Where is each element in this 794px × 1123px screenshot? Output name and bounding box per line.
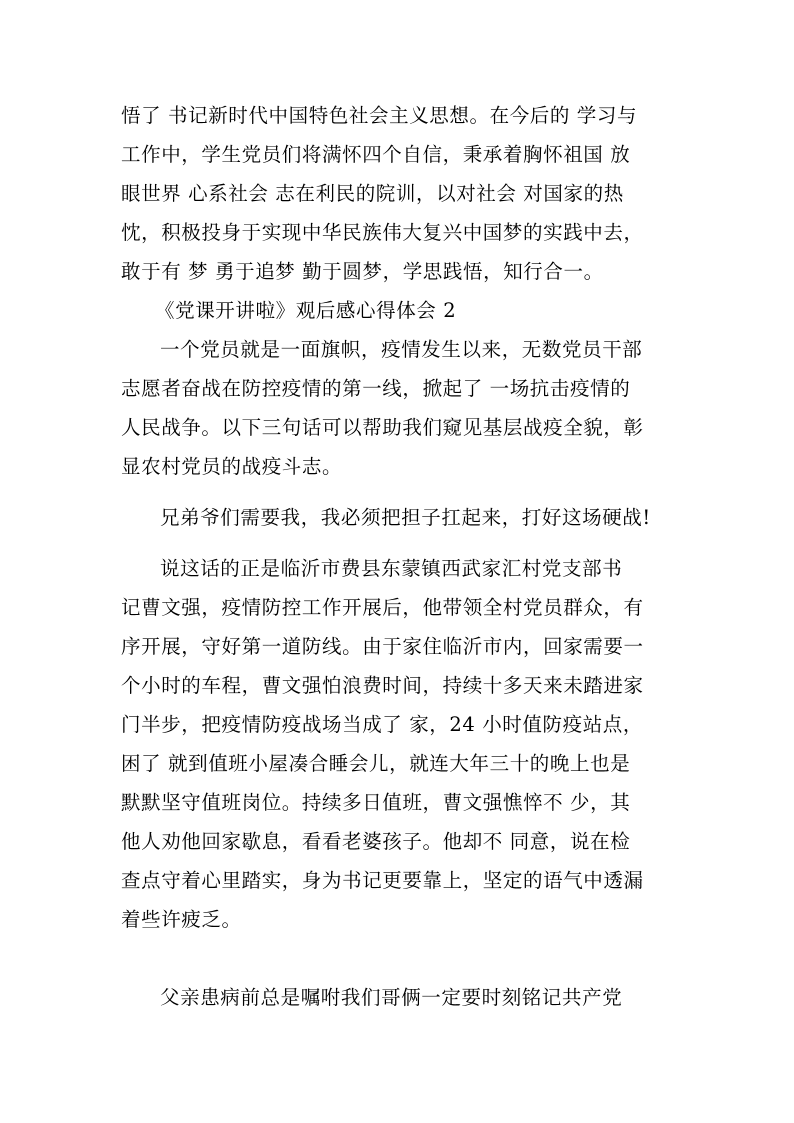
text-line: 他人劝他回家歇息，看看老婆孩子。他却不 同意，说在检 <box>121 830 631 853</box>
text-line: 忱，积极投身于实现中华民族伟大复兴中国梦的实践中去， <box>121 221 644 244</box>
text-line: 门半步，把疫情防疫战场当成了 家，24 小时值防疫站点， <box>121 713 644 736</box>
text-line: 查点守着心里踏实，身为书记更要靠上，坚定的语气中透漏 <box>121 869 644 892</box>
text-line: 工作中，学生党员们将满怀四个自信，秉承着胸怀祖国 放 <box>121 143 631 166</box>
text-line: 敢于有 梦 勇于追梦 勤于圆梦，学思践悟，知行合一。 <box>121 260 604 283</box>
text-line: 眼世界 心系社会 志在利民的院训，以对社会 对国家的热 <box>121 182 624 205</box>
text-line: 一个党员就是一面旗帜，疫情发生以来，无数党员干部 <box>160 338 643 361</box>
text-line: 悟了 书记新时代中国特色社会主义思想。在今后的 学习与 <box>121 104 638 127</box>
text-line: 显农村党员的战疫斗志。 <box>121 455 343 478</box>
text-line: 记曹文强，疫情防控工作开展后，他带领全村党员群众，有 <box>121 596 644 619</box>
text-line: 困了 就到值班小屋凑合睡会儿，就连大年三十的晚上也是 <box>121 752 631 775</box>
section-heading: 《党课开讲啦》观后感心得体会 2 <box>155 299 457 322</box>
quote-line: 兄弟爷们需要我，我必须把担子扛起来，打好这场硬战! <box>160 506 651 529</box>
text-line: 志愿者奋战在防控疫情的第一线，掀起了 一场抗击疫情的 <box>121 377 631 400</box>
text-line: 默默坚守值班岗位。持续多日值班，曹文强憔悴不 少，其 <box>121 791 631 814</box>
text-line: 说这话的正是临沂市费县东蒙镇西武家汇村党支部书 <box>160 557 623 580</box>
text-line: 父亲患病前总是嘱咐我们哥俩一定要时刻铭记共产党 <box>160 986 623 1009</box>
text-line: 着些许疲乏。 <box>121 908 242 931</box>
text-line: 序开展，守好第一道防线。由于家住临沂市内，回家需要一 <box>121 635 644 658</box>
text-line: 人民战争。以下三句话可以帮助我们窥见基层战疫全貌，彰 <box>121 416 644 439</box>
text-line: 个小时的车程，曹文强怕浪费时间，持续十多天来未踏进家 <box>121 674 644 697</box>
